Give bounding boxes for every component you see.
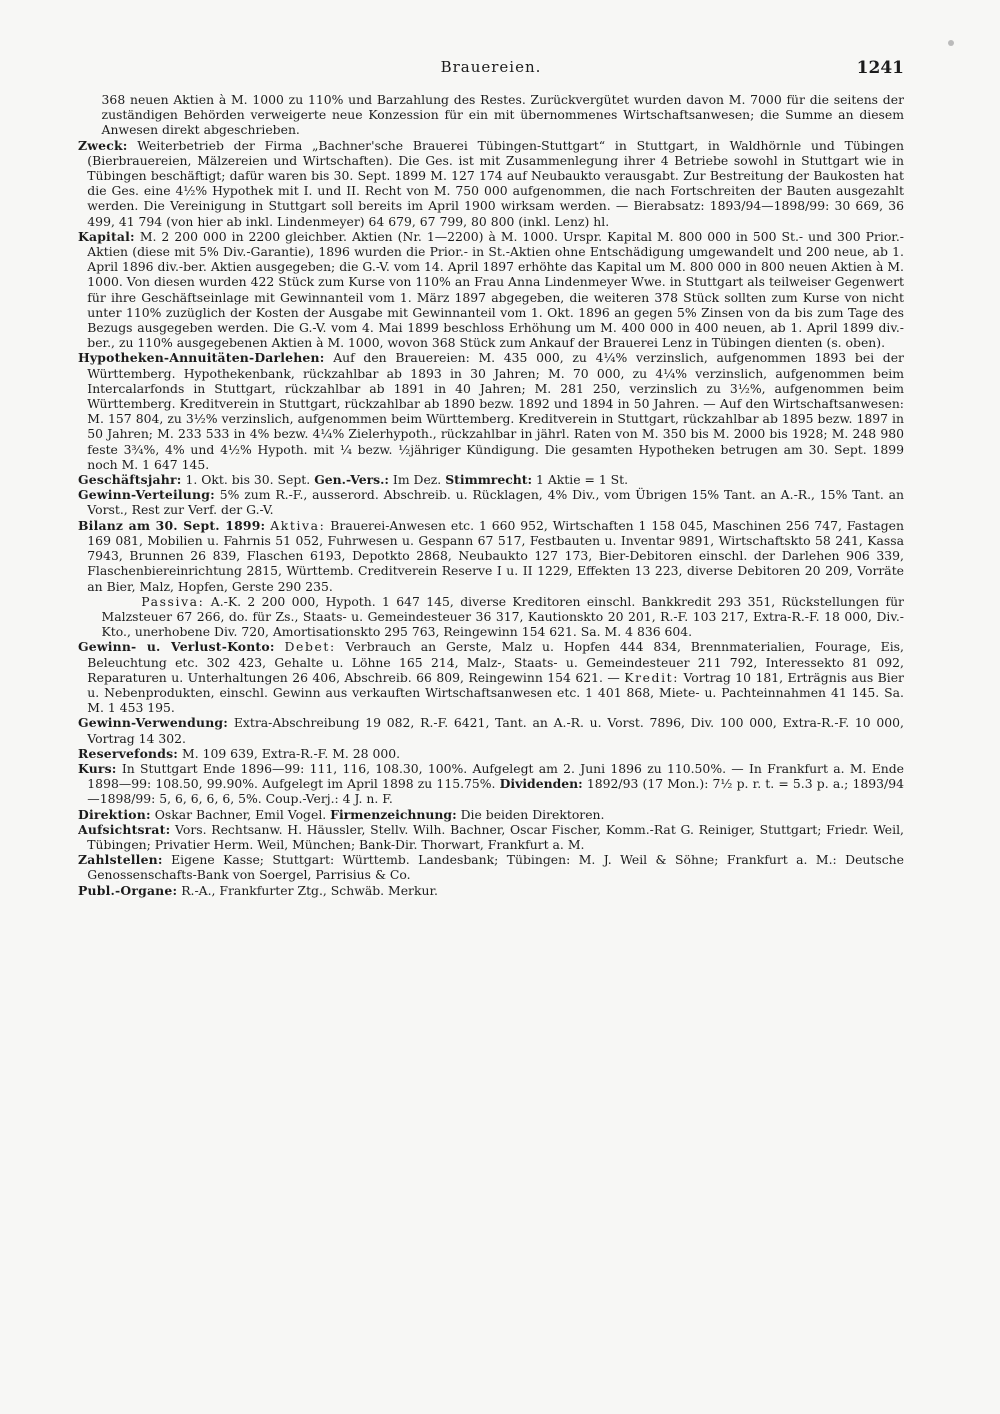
paragraph-text: Die beiden Direktoren. [460, 806, 605, 822]
paragraph-text: 1892/93 (17 Mon.): 7½ p. r. t. = 5.3 p. a.; 1893/94—1898/99: 5, 6, 6, 6, 6, 5%. Coup.-Verj.: 4 J. n. F. [87, 776, 904, 807]
paragraph-text: In Stuttgart Ende 1896—99: 111, 116, 108.30, 100%. Aufgelegt am 2. Juni 1896 zu 110.50%. — In Frankfurt a. M. Ende 1898—99: 108.50, 99.90%. Aufgelegt im April 1898 zu 115.75%. [87, 760, 904, 792]
paragraph-supervisory-board [78, 822, 904, 852]
paragraph-reserve-funds [78, 746, 904, 761]
paragraph-text: Vors. Rechtsanw. H. Häussler, Stellv. Wilh. Bachner, Oscar Fischer, Komm.-Rat G. Reiniger, Stuttgart; Friedr. Weil, Tübingen; Privatier Herm. Weil, München; Bank-Dir. Thorwart, Frankfurt a. M. [87, 821, 904, 852]
label-profit-loss: Gewinn- u. Verlust-Konto: [78, 639, 275, 655]
article-body [78, 92, 904, 898]
paragraph-paying-agents [78, 852, 904, 882]
label-profit-use: Gewinn-Verwendung: [78, 715, 229, 731]
label-assets: Aktiva: [270, 517, 326, 533]
label-general-meeting: Gen.-Vers.: [314, 472, 389, 488]
paragraph-balance-liabilities [78, 594, 904, 640]
paragraph-text: Extra-Abschreibung 19 082, R.-F. 6421, Tant. an A.-R. u. Vorst. 7896, Div. 100 000, Extra-R.-F. 10 000, Vortrag 14 302. [87, 715, 904, 746]
paragraph-purpose [78, 138, 904, 229]
paragraph-text: Eigene Kasse; Stuttgart: Württemb. Landesbank; Tübingen: M. J. Weil & Söhne; Frankfurt a. M.: Deutsche Genossenschafts-Bank von Soergel, Parrisius & Co. [87, 852, 904, 883]
paragraph-quotation [78, 761, 904, 807]
paragraph-text: Brauerei-Anwesen etc. 1 660 952, Wirtschaften 1 158 045, Maschinen 256 747, Fastagen 169 081, Mobilien u. Fahrnis 51 052, Fuhrwesen u. Gespann 67 517, Festbauten u. Inventar 9891, Wirtschaftskto 58 241, Kassa 7943, Brunnen 26 839, Flaschen 6193, Depotkto 2868, Neubaukto 127 173, Bier-Debitoren einschl. der Darlehen 906 339, Flaschenbiereinrichtung 2815, Württemb. Creditverein Reserve I u. II 1229, Effekten 13 223, diverse Debitoren 20 209, Vorräte an Bier, Malz, Hopfen, Gerste 290 235. [87, 517, 904, 594]
label-publications: Publ.-Organe: [78, 882, 178, 898]
paragraph-profit-use [78, 715, 904, 745]
paragraph-profit-distribution [78, 487, 904, 517]
label-management: Direktion: [78, 806, 151, 822]
paragraph-text: Im Dez. [392, 472, 442, 488]
label-fiscal-year: Geschäftsjahr: [78, 472, 182, 488]
paragraph-text: Weiterbetrieb der Firma „Bachner'sche Brauerei Tübingen-Stuttgart“ in Stuttgart, in Waldhörnle und Tübingen (Bierbrauereien, Mälzereien und Wirtschaften). Die Ges. ist mit Zusammenlegung ihrer 4 Betriebe sowohl in Stuttgart wie in Tübingen beschäftigt; dafür waren bis 30. Sept. 1899 M. 127 174 auf Neubaukto verausgabt. Zur Bestreitung der Baukosten hat die Ges. eine 4½% Hypothek mit I. und II. Recht von M. 750 000 aufgenommen, die nach Fortschreiten der Bauten ausgezahlt werden. Die Vereinigung in Stuttgart soll bereits im April 1900 wirksam werden. — Bierabsatz: 1893/94—1898/99: 30 669, 36 499, 41 794 (von hier ab inkl. Lindenmeyer) 64 679, 67 799, 80 800 (inkl. Lenz) hl. [87, 137, 904, 229]
label-dividends: Dividenden: [499, 776, 583, 792]
paragraph-text: Vortrag 10 181, Erträgnis aus Bier u. Nebenprodukten, einschl. Gewinn aus verkauften Wirtschaftsanwesen etc. 1 401 868, Miete- u. Pachteinnahmen 41 145. Sa. M. 1 453 195. [87, 669, 904, 716]
page-header [78, 52, 904, 92]
label-capital: Kapital: [78, 228, 135, 244]
paragraph-text: M. 109 639, Extra-R.-F. M. 28 000. [182, 745, 401, 761]
label-quotation: Kurs: [78, 760, 117, 776]
label-purpose: Zweck: [78, 137, 128, 153]
paragraph-text: Auf den Brauereien: M. 435 000, zu 4¼% verzinslich, aufgenommen 1893 bei der Württemberg. Hypothekenbank, rückzahlbar ab 1893 in 30 Jahren; M. 70 000, zu 4¼% verzinslich, aufgenommen beim Intercalarfonds in Stuttgart, rückzahlbar ab 1891 in 40 Jahren; M. 281 250, verzinslich zu 3½%, aufgenommen beim Württemberg. Kreditverein in Stuttgart, rückzahlbar ab 1890 bezw. 1892 und 1894 in 50 Jahren. — Auf den Wirtschaftsanwesen: M. 157 804, zu 3½% verzinslich, aufgenommen beim Württemberg. Kreditverein in Stuttgart, rückzahlbar ab 1895 bezw. 1897 in 50 Jahren; M. 233 533 in 4% bezw. 4¼% Zielerhypoth., rückzahlbar in jährl. Raten von M. 350 bis M. 2000 bis 1928; M. 248 980 feste 3¾%, 4% und 4½% Hypoth. mit ¼ bezw. ½jähriger Kündigung. Die gesamten Hypotheken betrugen am 30. Sept. 1899 noch M. 1 647 145. [87, 350, 904, 472]
paragraph-publications [78, 883, 904, 898]
paragraph-fiscal-year [78, 472, 904, 487]
label-voting-right: Stimmrecht: [445, 472, 533, 488]
running-title: Brauereien. [440, 58, 542, 76]
page-number: 1241 [856, 58, 904, 78]
label-reserve-funds: Reservefonds: [78, 745, 179, 761]
paragraph-text: M. 2 200 000 in 2200 gleichber. Aktien (Nr. 1—2200) à M. 1000. Urspr. Kapital M. 800 000 in 500 St.- und 300 Prior.-Aktien (diese mit 5% Div.-Garantie), 1896 wurden die Prior.- in St.-Aktien ohne Entschädigung umgewandelt und 200 neue, ab 1. April 1896 div.-ber. Aktien ausgegeben; die G.-V. vom 14. April 1897 erhöhte das Kapital um M. 800 000 in 800 neuen Aktien à M. 1000. Von diesen wurden 422 Stück zum Kurse von 110% an Frau Anna Lindenmeyer Wwe. in Stuttgart als teilweiser Gegenwert für ihre Geschäftseinlage mit Gewinnanteil vom 1. März 1897 abgegeben, die weiteren 378 Stück sollten zum Kurse von nicht unter 110% zuzüglich der Kosten der Ausgabe mit Gewinnanteil vom 1. Okt. 1896 an gegen 5% Zinsen von da bis zum Tage des Bezugs ausgegeben werden. Die G.-V. vom 4. Mai 1899 beschloss Erhöhung um M. 400 000 in 400 neuen, ab 1. April 1899 div.-ber., zu 110% ausgegebenen Aktien à M. 1000, wovon 368 Stück zum Ankauf der Brauerei Lenz in Tübingen dienten (s. oben). [87, 228, 904, 351]
paragraph-text: A.-K. 2 200 000, Hypoth. 1 647 145, diverse Kreditoren einschl. Bankkredit 293 351, Rückstellungen für Malzsteuer 67 266, do. für Zs., Staats- u. Gemeindesteuer 36 317, Kautionskto 20 201, R.-F. 103 217, Extra-R.-F. 18 000, Div.-Kto., unerhobene Div. 720, Amortisationskto 295 763, Reingewinn 154 621. Sa. M. 4 836 604. [101, 593, 904, 640]
paragraph-management [78, 807, 904, 822]
paragraph-capital [78, 229, 904, 351]
paragraph-text: 1 Aktie = 1 St. [536, 472, 629, 488]
paragraph-text: Verbrauch an Gerste, Malz u. Hopfen 444 834, Brennmaterialien, Fourage, Eis, Beleuchtung etc. 302 423, Gehalte u. Löhne 165 214, Malz-, Staats- u. Gemeindesteuer 211 792, Interessekto 81 092, Reparaturen u. Unterhaltungen 26 406, Abschreib. 66 809, Reingewinn 154 621. — [87, 639, 904, 685]
paragraph-text: 1. Okt. bis 30. Sept. [185, 472, 311, 488]
label-mortgages: Hypotheken-Annuitäten-Darlehen: [78, 350, 325, 366]
paragraph-text: Oskar Bachner, Emil Vogel. [154, 806, 327, 822]
paragraph-text: 368 neuen Aktien à M. 1000 zu 110% und Barzahlung des Restes. Zurückvergütet wurden davon M. 7000 für die seitens der zuständigen Behörden verweigerte neue Konzession für ein mit übernommenes Wirtschaftsanwesen; die Summe an diesem Anwesen direkt abgeschrieben. [101, 92, 904, 138]
label-liabilities: Passiva: [141, 593, 205, 609]
label-supervisory-board: Aufsichtsrat: [78, 821, 171, 837]
paragraph-text: R.-A., Frankfurter Ztg., Schwäb. Merkur. [181, 882, 438, 898]
label-balance: Bilanz am 30. Sept. 1899: [78, 517, 266, 533]
label-signature: Firmenzeichnung: [330, 806, 457, 822]
label-debit: Debet: [284, 639, 336, 655]
label-paying-agents: Zahlstellen: [78, 852, 163, 868]
paragraph-balance-assets [78, 518, 904, 594]
paragraph-capital-continuation [78, 92, 904, 138]
label-profit-distribution: Gewinn-Verteilung: [78, 487, 215, 503]
paper-speck [948, 40, 954, 46]
paragraph-mortgages [78, 350, 904, 472]
document-page [78, 52, 904, 1382]
label-credit: Kredit: [624, 669, 679, 685]
paragraph-text: 5% zum R.-F., ausserord. Abschreib. u. Rücklagen, 4% Div., vom Übrigen 15% Tant. an A.-R., 15% Tant. an Vorst., Rest zur Verf. der G.-V. [87, 487, 904, 518]
paragraph-profit-loss [78, 639, 904, 715]
